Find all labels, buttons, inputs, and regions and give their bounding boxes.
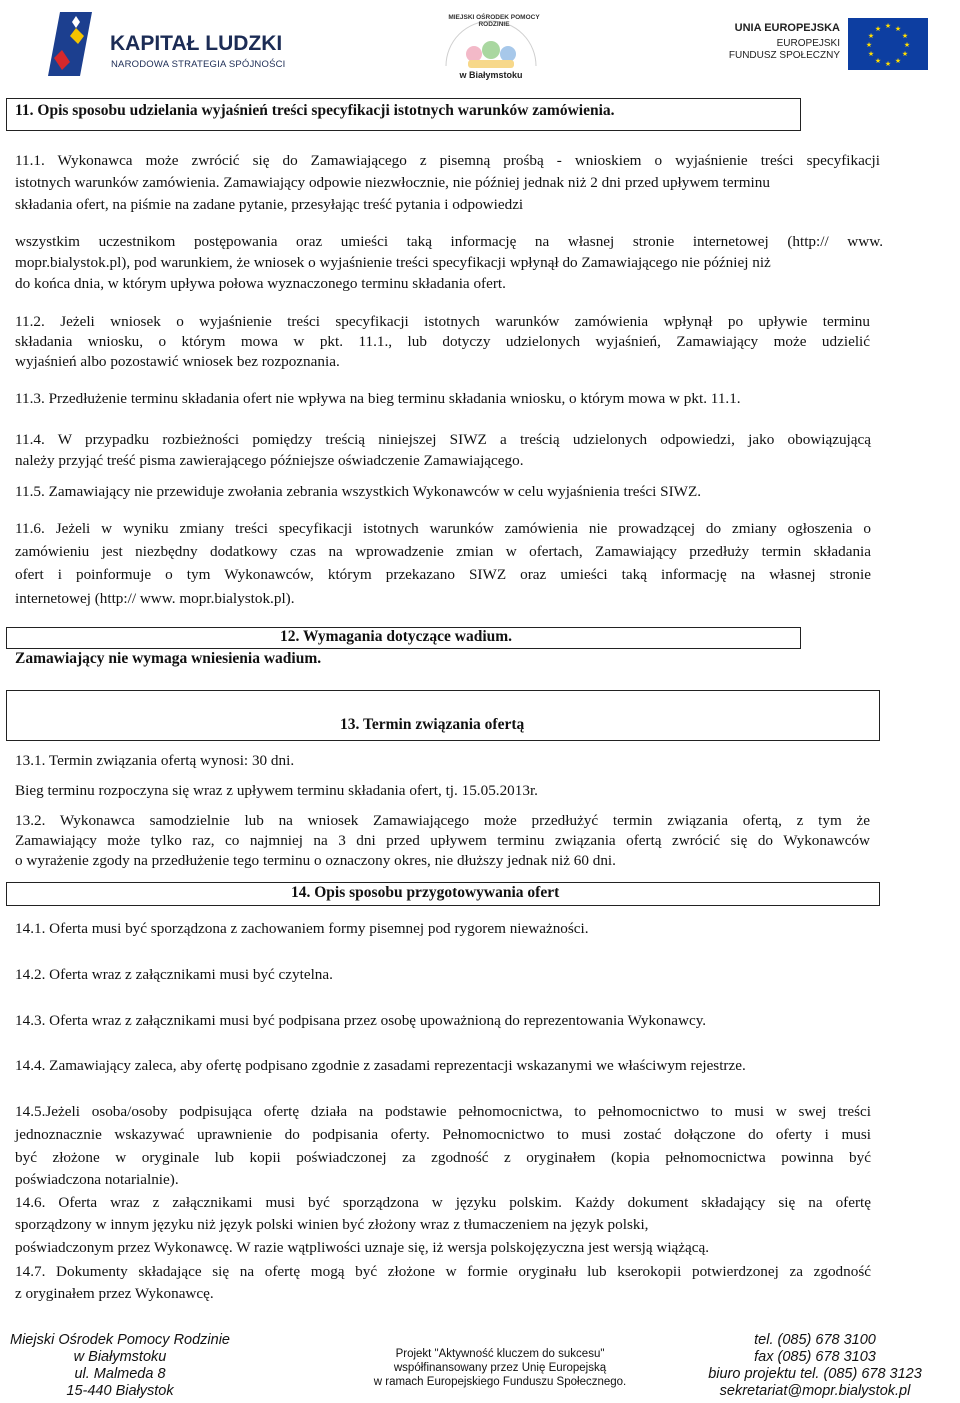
s13-p2-line3: o wyrażenie zgody na przedłużenie tego terminu o oznaczony okres, nie dłuższy jednak niż 60 dni. [15,852,616,869]
mops-logo [436,14,546,80]
eu-flag-icon [848,18,928,70]
footer-left [0,1332,240,1400]
footer-project-phone: biuro projektu tel. (085) 678 3123 [708,1366,922,1382]
footer-phone: tel. (085) 678 3100 [754,1332,876,1348]
section-14-title: 14. Opis sposobu przygotowywania ofert [291,884,560,901]
footer-left-line2: w Białymstoku [73,1349,167,1365]
s14-p1: 14.1. Oferta musi być sporządzona z zachowaniem formy pisemnej pod rygorem nieważności. [15,920,589,937]
footer-left-line3: ul. Malmeda 8 [74,1366,166,1382]
s11-p1-line1: 11.1. Wykonawca może zwrócić się do Zamawiającego z pisemną prośbą - wnioskiem o wyjaśnienie treści specyfikacji [15,152,880,169]
footer-right [680,1332,950,1400]
eu-line1: UNIA EUROPEJSKA [734,22,840,34]
s11-p6-line4: internetowej (http:// www. mopr.bialystok.pl). [15,590,295,607]
s14-p5-line4: poświadczona notarialnie). [15,1171,179,1188]
s14-p5-line3: być złożone w oryginale lub kopii poświadczonej za zgodność z oryginałem (kopia pełnomocnictwa powinna być [15,1149,871,1166]
s11-p1-line2: istotnych warunków zamówienia. Zamawiający odpowie niezwłocznie, nie później jednak niż 2 dni przed upływem terminu [15,174,770,191]
svg-text:★: ★ [894,25,902,33]
footer-center-line2: współfinansowany przez Unię Europejską [393,1362,607,1374]
s11-p4-line2: należy przyjąć treść pisma zawierającego późniejsze oświadczenie Zamawiającego. [15,452,524,469]
mops-city-text: w Białymstoku [459,70,523,80]
section-13-title: 13. Termin związania ofertą [340,716,525,733]
eu-line2: EUROPEJSKI [776,38,840,49]
svg-text:★: ★ [901,50,909,58]
footer [0,1320,960,1403]
kl-subtitle: NARODOWA STRATEGIA SPÓJNOŚCI [111,59,286,70]
kl-title: KAPITAŁ LUDZKI [110,32,283,55]
svg-text:★: ★ [865,41,873,49]
s11-p4-line1: 11.4. W przypadku rozbieżności pomiędzy treścią niniejszej SIWZ a treścią udzielonych odpowiedzi, jako obowiązującą [15,431,871,448]
s14-p7-line1: 14.7. Dokumenty składające się na ofertę mogą być złożone w formie oryginału lub kserokopii potwierdzonej za zgodność [15,1263,871,1280]
s11-p1b-line3: do końca dnia, w którym upływa połowa wyznaczonego terminu składania ofert. [15,275,506,292]
footer-center-line1: Projekt "Aktywność kluczem do sukcesu" [395,1348,605,1360]
s14-p5-line2: jednoznacznie wskazywać uprawnienie do podpisania oferty. Pełnomocnictwo to musi zostać dołączone do oferty i musi [15,1126,871,1143]
svg-text:★: ★ [884,22,892,30]
footer-center-line3: w ramach Europejskiego Funduszu Społecznego. [373,1376,627,1388]
s14-p3: 14.3. Oferta wraz z załącznikami musi być podpisana przez osobę upoważnioną do reprezentowania Wykonawcy. [15,1012,707,1029]
section-12-text: Zamawiający nie wymaga wniesienia wadium. [15,650,322,667]
s11-p1b-line2: mopr.bialystok.pl), pod warunkiem, że wniosek o wyjaśnienie treści specyfikacji wpłynął do Zamawiającego nie później niż [15,254,771,271]
s11-p6-line2: zamówieniu jest niezbędny dodatkowy czas na wprowadzenie zmian w ofertach, Zamawiający przedłuży termin składania [15,543,871,560]
s14-p2: 14.2. Oferta wraz z załącznikami musi być czytelna. [15,966,333,983]
s14-p6-line1: 14.6. Oferta wraz z załącznikami musi być sporządzona w języku polskim. Każdy dokument składający się na ofertę [15,1194,871,1211]
s13-p2-line1: 13.2. Wykonawca samodzielnie lub na wniosek Zamawiającego może przedłużyć termin związania ofertą, z tym że [15,812,870,829]
footer-left-line4: 15-440 Białystok [66,1383,174,1399]
svg-text:★: ★ [867,32,875,40]
s13-p1: 13.1. Termin związania ofertą wynosi: 30 dni. [15,752,295,769]
svg-text:★: ★ [894,57,902,65]
footer-center [350,1347,650,1389]
s13-p1b: Bieg terminu rozpoczyna się wraz z upływem terminu składania ofert, tj. 15.05.2013r. [15,782,538,799]
s11-p3: 11.3. Przedłużenie terminu składania ofert nie wpływa na bieg terminu składania wniosku, o którym mowa w pkt. 11.1. [15,390,741,407]
eu-logo [720,16,930,72]
s14-p6-line3: poświadczonym przez Wykonawcę. W razie wątpliwości uznaje się, iż wersja polskojęzyczna jest wersją wiążącą. [15,1239,710,1256]
s14-p6-line2: sporządzony w innym języku niż język polski winien być złożony wraz z tłumaczeniem na język polski, [15,1216,649,1233]
eu-line3: FUNDUSZ SPOŁECZNY [728,50,840,61]
s14-p7-line2: z oryginałem przez Wykonawcę. [15,1285,214,1302]
svg-text:★: ★ [867,50,875,58]
svg-text:★: ★ [884,60,892,68]
s11-p1b-line1: wszystkim uczestnikom postępowania oraz umieści taką informację na własnej stronie internetowej (http:// www. [15,233,883,250]
footer-email[interactable]: sekretariat@mopr.bialystok.pl [719,1383,911,1399]
s11-p6-line1: 11.6. Jeżeli w wyniku zmiany treści specyfikacji istotnych warunków zamówienia nie prowadzącej do zmiany ogłoszenia o [15,520,871,537]
kapital-ludzki-emblem-icon [40,6,100,86]
s13-p2-line2: Zamawiający może tylko raz, co najmniej na 3 dni przed upływem terminu związania ofertą zwrócić się do Wykonawców [15,832,870,849]
footer-left-line1: Miejski Ośrodek Pomocy Rodzinie [10,1332,230,1348]
s11-p2-line3: wyjaśnień albo pozostawić wniosek bez rozpoznania. [15,353,340,370]
kapital-ludzki-logo [40,6,300,88]
s11-p2-line2: składania wniosku, o którym mowa w pkt. 11.1., lub dotyczy udzielonych wyjaśnień, Zamawiający może udzielić [15,333,870,350]
s11-p6-line3: ofert i poinformuje o tym Wykonawców, którym przekazano SIWZ oraz umieści taką informację na własnej stronie [15,566,871,583]
footer-fax: fax (085) 678 3103 [754,1349,876,1365]
svg-text:★: ★ [903,41,911,49]
s14-p4: 14.4. Zamawiający zaleca, aby ofertę podpisano zgodnie z zasadami reprezentacji wskazanymi we właściwym rejestrze. [15,1057,746,1074]
section-12-title: 12. Wymagania dotyczące wadium. [280,628,513,645]
svg-text:★: ★ [874,25,882,33]
s14-p5-line1: 14.5.Jeżeli osoba/osoby podpisująca ofertę działa na podstawie pełnomocnictwa, to pełnomocnictwo to musi w swej treści [15,1103,871,1120]
s11-p5: 11.5. Zamawiający nie przewiduje zwołania zebrania wszystkich Wykonawców w celu wyjaśnienia treści SIWZ. [15,483,702,500]
s11-p1-line3: składania ofert, na piśmie na zadane pytanie, przesyłając treść pytania i odpowiedzi [15,196,524,213]
s11-p2-line1: 11.2. Jeżeli wniosek o wyjaśnienie treści specyfikacji istotnych warunków zamówienia wpłynął po upływie terminu [15,313,870,330]
svg-text:★: ★ [901,32,909,40]
svg-text:★: ★ [874,57,882,65]
section-11-title: 11. Opis sposobu udzielania wyjaśnień treści specyfikacji istotnych warunków zamówienia. [15,102,615,119]
mops-arc-text: MIEJSKI OŚRODEK POMOCY RODZINIE [448,14,540,28]
